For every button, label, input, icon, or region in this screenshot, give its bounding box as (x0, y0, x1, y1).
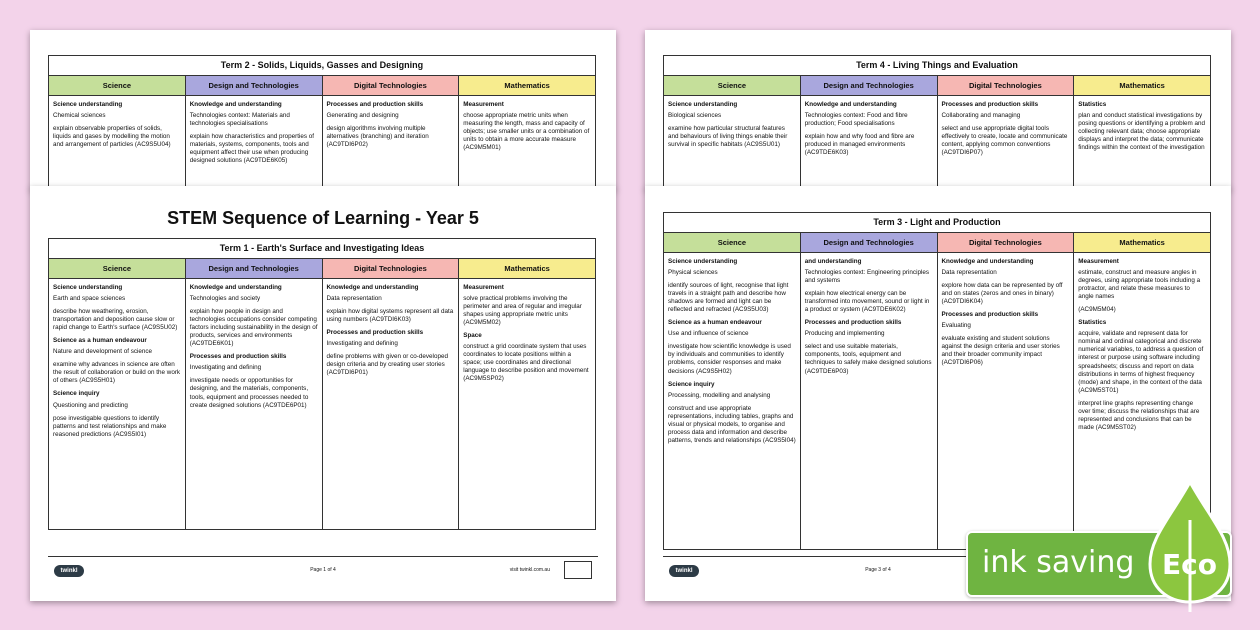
term4-table (663, 55, 1211, 190)
term1-design-cell (186, 279, 323, 529)
cell-text: select and use appropriate digital tools effectively to create, locate and communicate content, applying common conventions (AC9TDI6P07) (941, 125, 1068, 157)
cell-subheading: Generating and designing (326, 112, 399, 120)
twinkl-logo: twinkl (669, 565, 699, 577)
cell-subheading: Use and influence of science (668, 330, 749, 338)
cell-text: examine how particular structural features and behaviours of living things enable their survival in specific habitats (AC9S5U01) (668, 125, 788, 149)
cell-text: explain how and why food and fibre are produced in managed environments (AC9TDE6K03) (804, 133, 915, 157)
cell-subheading: Investigating and defining (326, 340, 398, 348)
page-footer (48, 556, 598, 582)
header-design: Design and Technologies (186, 259, 323, 278)
cell-text: explain how characteristics and properties of materials, systems, components, tools and equipment affect their use when producing designed solutions (AC9TDE6K05) (189, 133, 315, 165)
cell-heading: Science understanding (53, 101, 123, 108)
cell-text: (AC9M5M04) (1078, 306, 1116, 314)
cell-subheading: Technologies and society (189, 295, 261, 303)
cell-subheading: Data representation (941, 269, 997, 277)
site-link[interactable]: visit twinkl.com.au (509, 567, 550, 573)
term4-maths-cell (1074, 96, 1210, 190)
header-design: Design and Technologies (186, 76, 323, 95)
cell-heading: Knowledge and understanding (804, 101, 897, 108)
cell-subheading: Evaluating (941, 322, 971, 330)
cell-text: pose investigable questions to identify patterns and test relationships and make reasoned predictions (AC9S5I01) (53, 414, 167, 438)
term1-science-cell (49, 279, 186, 529)
term-title: Term 2 - Solids, Liquids, Gasses and Designing (49, 56, 595, 76)
term2-maths-cell (459, 96, 595, 190)
header-design: Design and Technologies (801, 233, 938, 252)
cell-heading: Statistics (1078, 319, 1107, 327)
cell-heading: Science as a human endeavour (53, 337, 147, 345)
page-1 (30, 186, 616, 601)
cell-text: identify sources of light, recognise that light travels in a straight path and describe how shadows are formed and light can be reflected and refracted (AC9S5U03) (668, 282, 789, 314)
header-design: Design and Technologies (801, 76, 938, 95)
cell-subheading: Earth and space sciences (53, 295, 126, 303)
cell-heading: Processes and production skills (189, 353, 287, 361)
term2-table (48, 55, 596, 190)
cell-text: investigate needs or opportunities for designing, and the materials, components, tools, equipment and processes needed to create designed solutions (AC9TDE6P01) (189, 377, 309, 409)
header-digital: Digital Technologies (323, 76, 460, 95)
header-digital: Digital Technologies (938, 76, 1075, 95)
cell-subheading: Physical sciences (668, 269, 718, 277)
cell-heading: Science inquiry (53, 390, 100, 398)
cell-heading: Science understanding (668, 101, 738, 108)
cell-subheading: Technologies context: Engineering principles and systems (804, 269, 930, 285)
term2-digital-cell (323, 96, 460, 190)
ink-saving-label: ink saving (982, 545, 1135, 580)
term2-science-cell (49, 96, 186, 190)
cell-heading: Measurement (1078, 258, 1119, 265)
cell-heading: Knowledge and understanding (189, 101, 282, 108)
term-title: Term 3 - Light and Production (664, 213, 1210, 233)
term-title: Term 1 - Earth's Surface and Investigating Ideas (49, 239, 595, 259)
term1-maths-cell (459, 279, 595, 529)
page-term2 (30, 30, 616, 190)
header-maths: Mathematics (459, 76, 595, 95)
cell-heading: Science inquiry (668, 380, 715, 388)
term4-design-cell (801, 96, 938, 190)
cell-text: choose appropriate metric units when measuring the length, mass and capacity of objects; use smaller units or a combination of units to obtain a more accurate measure (AC9M5M01) (463, 112, 590, 152)
twinkl-logo: twinkl (54, 565, 84, 577)
cell-heading: Knowledge and understanding (941, 258, 1034, 265)
header-science: Science (49, 76, 186, 95)
term3-digital-cell (938, 253, 1075, 549)
cell-text: interpret line graphs representing change over time; discuss the relationships that are represented and conclusions that can be made (AC9M5ST02) (1078, 399, 1200, 431)
cell-heading: Measurement (463, 284, 504, 291)
term4-science-cell (664, 96, 801, 190)
cell-subheading: Chemical sciences (53, 112, 106, 120)
term4-digital-cell (938, 96, 1075, 190)
header-maths: Mathematics (1074, 233, 1210, 252)
page-term4 (645, 30, 1231, 190)
cell-text: estimate, construct and measure angles in degrees, using appropriate tools including a protractor, and relate these measures to angle names (1078, 269, 1201, 301)
cell-heading: Statistics (1078, 101, 1107, 108)
cell-heading: Processes and production skills (941, 311, 1039, 319)
cell-text: evaluate existing and student solutions against the design criteria and user stories and their broader community impact (AC9TDI6P06) (941, 335, 1060, 367)
cell-heading: Measurement (463, 101, 504, 108)
cell-heading: Knowledge and understanding (326, 284, 419, 291)
subject-headers (49, 76, 595, 96)
page-number: Page 3 of 4 (865, 567, 891, 573)
cell-text: define problems with given or co-developed design criteria and by creating user stories (AC9TDI6P01) (326, 353, 448, 377)
cell-subheading: Collaborating and managing (941, 112, 1021, 120)
term-title: Term 4 - Living Things and Evaluation (664, 56, 1210, 76)
header-digital: Digital Technologies (938, 233, 1075, 252)
header-science: Science (49, 259, 186, 278)
header-digital: Digital Technologies (323, 259, 460, 278)
cell-text: describe how weathering, erosion, transportation and deposition cause slow or rapid change to Earth's surface (AC9S5U02) (53, 308, 178, 332)
subject-headers (664, 233, 1210, 253)
subject-headers (664, 76, 1210, 96)
cell-heading: Space (463, 332, 482, 340)
cell-text: explore how data can be represented by off and on states (zeros and ones in binary) (AC9TDI6K04) (941, 282, 1063, 306)
cell-heading: and understanding (804, 258, 862, 265)
cell-heading: Processes and production skills (326, 101, 424, 108)
cell-subheading: Nature and development of science (53, 348, 153, 356)
header-science: Science (664, 233, 801, 252)
cell-heading: Science understanding (668, 258, 738, 265)
cell-subheading: Producing and implementing (804, 330, 885, 338)
cell-text: explain observable properties of solids, liquids and gases by modelling the motion and arrangement of particles (AC9S5U04) (53, 125, 171, 149)
header-maths: Mathematics (1074, 76, 1210, 95)
cell-subheading: Biological sciences (668, 112, 722, 120)
cell-heading: Processes and production skills (326, 329, 424, 337)
cell-heading: Processes and production skills (941, 101, 1039, 108)
cell-text: investigate how scientific knowledge is used by individuals and communities to identify problems, consider responses and make decisions (AC9S5H02) (668, 343, 791, 375)
header-science: Science (664, 76, 801, 95)
cell-text: explain how people in design and technologies occupations consider competing factors including sustainability in the design of products, services and environments (AC9TDE6K01) (189, 308, 318, 348)
cell-text: plan and conduct statistical investigations by posing questions or identifying a problem and collecting relevant data; choose appropriate displays and interpret the data; communicate findings within the context of the investigation (1078, 112, 1205, 152)
cell-subheading: Technologies context: Food and fibre production; Food specialisations (804, 112, 908, 128)
cell-heading: Science understanding (53, 284, 123, 291)
cell-text: design algorithms involving multiple alternatives (branching) and iteration (AC9TDI6P02) (326, 125, 429, 149)
cell-text: construct a grid coordinate system that uses coordinates to locate positions within a space; use coordinates and directional language to describe position and movement (AC9M5SP02) (463, 343, 589, 383)
term3-science-cell (664, 253, 801, 549)
cell-text: select and use suitable materials, components, tools, equipment and techniques to safely make designed solutions (AC9TDE6P03) (804, 343, 932, 375)
term2-design-cell (186, 96, 323, 190)
cell-heading: Knowledge and understanding (189, 284, 282, 291)
cell-text: solve practical problems involving the perimeter and area of regular and irregular shapes using appropriate metric units (AC9M5M02) (463, 295, 582, 327)
term3-table (663, 212, 1211, 550)
page-title: STEM Sequence of Learning - Year 5 (167, 208, 479, 228)
cell-subheading: Data representation (326, 295, 382, 303)
term1-digital-cell (323, 279, 460, 529)
cell-heading: Science as a human endeavour (668, 319, 762, 327)
page-number: Page 1 of 4 (310, 567, 336, 573)
eco-label: Eco (1162, 548, 1217, 581)
quality-badge-icon (564, 561, 592, 579)
cell-text: explain how digital systems represent all data using numbers (AC9TDI6K03) (326, 308, 454, 324)
cell-text: examine why advances in science are often the result of collaboration or build on the work of others (AC9S5H01) (53, 361, 181, 385)
subject-headers (49, 259, 595, 279)
header-maths: Mathematics (459, 259, 595, 278)
cell-subheading: Processing, modelling and analysing (668, 391, 771, 399)
cell-subheading: Investigating and defining (189, 364, 262, 372)
cell-subheading: Questioning and predicting (53, 401, 128, 409)
term3-design-cell (801, 253, 938, 549)
cell-heading: Processes and production skills (804, 319, 902, 327)
cell-text: explain how electrical energy can be transformed into movement, sound or light in a product or system (AC9TDE6K02) (804, 290, 930, 314)
cell-text: construct and use appropriate representations, including tables, graphs and visual or physical models, to organise and process data and information and describe patterns, trends and relationships (AC9S5I04) (668, 404, 796, 444)
cell-text: acquire, validate and represent data for nominal and ordinal categorical and discrete numerical variables, to address a question of interest or purpose using software including spreadsheets; discuss and report on data distributions in terms of highest frequency (mode) and shape, in the context of the data (AC9M5ST01) (1078, 330, 1204, 394)
cell-subheading: Technologies context: Materials and technologies specialisations (189, 112, 290, 128)
term1-table (48, 238, 596, 530)
